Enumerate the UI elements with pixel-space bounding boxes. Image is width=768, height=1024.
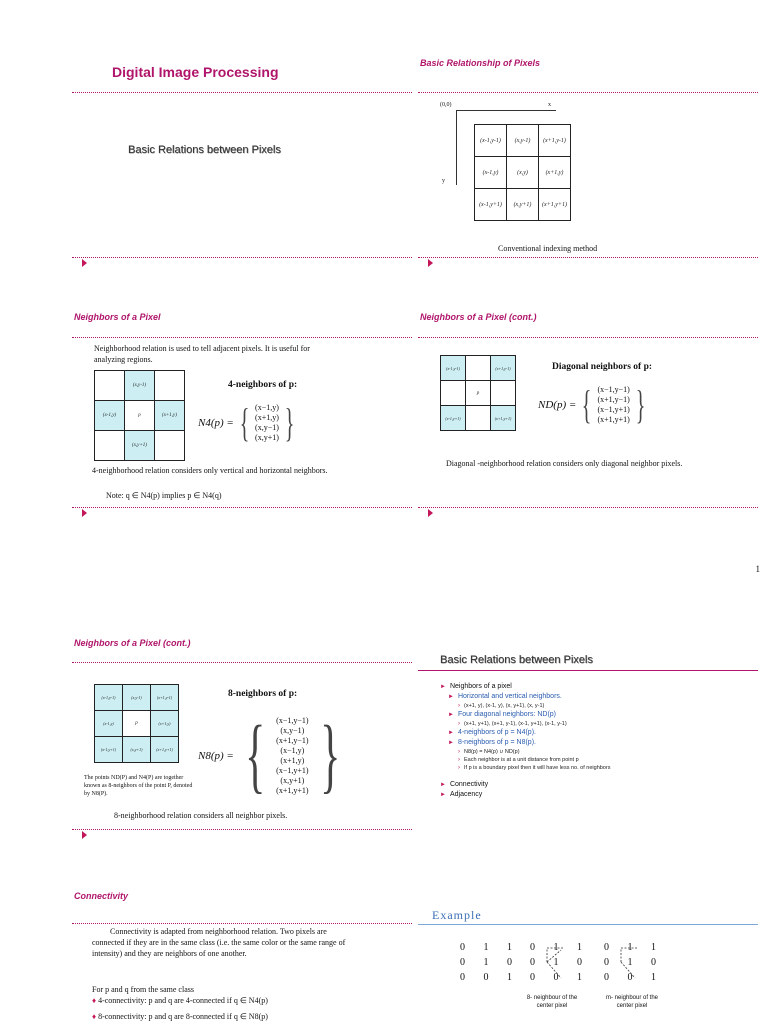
slide-title: Digital Image Processing bbox=[112, 64, 279, 80]
y-axis-line bbox=[456, 110, 457, 185]
slide-title: Neighbors of a Pixel bbox=[74, 312, 161, 322]
equation-item: (x,y−1) bbox=[255, 423, 279, 432]
bullet-item bbox=[92, 995, 392, 1006]
list-item: ► 8-neighbors of p = N8(p). bbox=[448, 739, 536, 746]
grid-cell: p bbox=[123, 711, 151, 737]
list-item-text: 8-neighbors of p = N8(p). bbox=[457, 739, 536, 746]
list-item: › N8(p) = N4(p) ∪ ND(p) bbox=[458, 749, 520, 755]
grid-cell: (x,y-1) bbox=[125, 371, 155, 401]
equation-item: (x,y−1) bbox=[280, 726, 305, 735]
slide-5 bbox=[72, 634, 412, 849]
equation-item: (x+1,y−1) bbox=[276, 736, 309, 745]
matrix-row: 0 1 1 bbox=[460, 942, 520, 953]
equation-item: (x−1,y) bbox=[255, 403, 279, 412]
grid-cell: (x+1,y) bbox=[155, 401, 185, 431]
list-item-text: Adjacency bbox=[449, 791, 483, 798]
list-item: ► Horizontal and vertical neighbors. bbox=[448, 693, 562, 700]
footer-rule bbox=[72, 507, 412, 508]
grid-cell: (x-1,y+1) bbox=[475, 189, 507, 221]
title-rule bbox=[418, 924, 758, 925]
list-item: ► Connectivity bbox=[440, 781, 489, 788]
equation-item: (x+1,y−1) bbox=[597, 395, 630, 404]
note-text: Note: q ∈ N4(p) implies p ∈ N4(q) bbox=[106, 491, 222, 500]
equation-item: (x+1,y) bbox=[255, 413, 279, 422]
matrix-row: 0 0 1 bbox=[460, 972, 520, 983]
grid-cell: (x+1,y) bbox=[539, 157, 571, 189]
paragraph-text: For p and q from the same class bbox=[92, 985, 194, 994]
grid-cell bbox=[466, 356, 491, 381]
grid-cell bbox=[155, 431, 185, 461]
title-rule bbox=[72, 662, 412, 663]
grid-cell: (x+1,y-1) bbox=[151, 685, 179, 711]
matrix-original bbox=[460, 940, 520, 985]
list-item: ► Adjacency bbox=[440, 791, 483, 798]
equation-item: (x−1,y+1) bbox=[276, 766, 309, 775]
list-item: ► Neighbors of a pixel bbox=[440, 683, 512, 690]
grid-cell bbox=[95, 431, 125, 461]
equation-items bbox=[597, 385, 629, 425]
grid-cell bbox=[95, 371, 125, 401]
matrix-row: 0 1 0 bbox=[460, 957, 520, 968]
x-axis-label: x bbox=[548, 102, 551, 108]
origin-label: (0,0) bbox=[440, 102, 452, 108]
grid-cell: (x-1,y-1) bbox=[475, 125, 507, 157]
title-rule bbox=[72, 923, 412, 924]
nav-arrow-icon bbox=[428, 509, 433, 517]
list-item-text: If p is a boundary pixel then it will have less no. of neighbors bbox=[464, 765, 611, 771]
slide-title: Basic Relations between Pixels bbox=[440, 654, 593, 666]
matrix-row: 0 1 1 bbox=[604, 942, 664, 953]
n8-equation bbox=[198, 709, 351, 802]
list-item-text: Each neighbor is at a unit distance from point p bbox=[464, 757, 579, 763]
n4-equation bbox=[198, 400, 300, 445]
grid-cell: (x-1,y+1) bbox=[95, 737, 123, 763]
grid-cell: (x-1,y-1) bbox=[441, 356, 466, 381]
bullet-icon: ♦ bbox=[92, 996, 99, 1005]
list-item-text: Neighbors of a pixel bbox=[449, 683, 512, 690]
slide-subtitle: Basic Relations between Pixels bbox=[128, 144, 281, 156]
list-item: › If p is a boundary pixel then it will have less no. of neighbors bbox=[458, 765, 611, 771]
grid-cell bbox=[155, 371, 185, 401]
list-item: › (x+1, y), (x-1, y), (x, y+1), (x, y-1) bbox=[458, 703, 545, 709]
grid-cell: (x,y+1) bbox=[125, 431, 155, 461]
equation-item: (x,y+1) bbox=[280, 776, 305, 785]
right-brace-icon: } bbox=[635, 382, 646, 427]
grid-cell: (x+1,y+1) bbox=[491, 406, 516, 431]
y-axis-label: y bbox=[442, 178, 445, 184]
slide-1 bbox=[72, 52, 412, 267]
neighbors-heading: 8-neighbors of p: bbox=[228, 689, 298, 699]
list-item-text: (x+1, y+1), (x+1, y-1), (x-1, y+1), (x-1, y-1) bbox=[464, 721, 567, 727]
nav-arrow-icon bbox=[82, 509, 87, 517]
grid-cell: (x+1,y+1) bbox=[151, 737, 179, 763]
equation-items bbox=[276, 716, 308, 796]
grid-cell: (x-1,y) bbox=[475, 157, 507, 189]
8-neighbor-grid bbox=[94, 684, 179, 763]
slide-4 bbox=[418, 310, 758, 525]
footer-rule bbox=[418, 507, 758, 508]
grid-cell: (x-1,y-1) bbox=[95, 685, 123, 711]
neighbors-heading: Diagonal neighbors of p: bbox=[552, 362, 653, 372]
grid-cell bbox=[466, 406, 491, 431]
equation-item: (x+1,y+1) bbox=[597, 415, 630, 424]
list-item: ► 4-neighbors of p = N4(p). bbox=[448, 729, 536, 736]
footer-rule bbox=[72, 829, 412, 830]
equation-item: (x+1,y+1) bbox=[276, 786, 309, 795]
matrix-row: 0 0 1 bbox=[604, 972, 664, 983]
caption-m-neighbour: m- neighbour of the center pixel bbox=[605, 995, 659, 1009]
nav-arrow-icon bbox=[82, 259, 87, 267]
x-axis-line bbox=[456, 110, 556, 111]
grid-cell: (x+1,y-1) bbox=[491, 356, 516, 381]
equation-item: (x+1,y) bbox=[280, 756, 305, 765]
nd-equation bbox=[538, 382, 651, 427]
footer-rule bbox=[418, 257, 758, 258]
indexing-grid bbox=[474, 124, 571, 221]
left-brace-icon: { bbox=[582, 382, 592, 427]
slide-7 bbox=[72, 888, 412, 1024]
right-brace-icon: } bbox=[319, 709, 340, 802]
caption-8-neighbour: 8- neighbour of the center pixel bbox=[526, 995, 578, 1009]
matrix-row: 0 1 1 bbox=[530, 942, 590, 953]
grid-cell: (x+1,y-1) bbox=[539, 125, 571, 157]
slide-3 bbox=[72, 310, 412, 525]
equation-lhs: ND(p) = bbox=[538, 399, 577, 411]
m-neighbour-links bbox=[607, 940, 647, 985]
note-text: Diagonal -neighborhood relation considers only diagonal neighbor pixels. bbox=[446, 459, 683, 468]
side-note: The points ND(P) and N4(P) are together known as 8-neighbors of the point P, denoted by N8(P). bbox=[84, 775, 193, 797]
nav-arrow-icon bbox=[82, 831, 87, 839]
intro-text: Neighborhood relation is used to tell adjacent pixels. It is useful for analyzing regions. bbox=[94, 344, 310, 364]
grid-cell: (x+1,y) bbox=[151, 711, 179, 737]
list-item: › (x+1, y+1), (x+1, y-1), (x-1, y+1), (x-1, y-1) bbox=[458, 721, 567, 727]
matrix-row: 0 1 0 bbox=[530, 957, 590, 968]
8-neighbour-links bbox=[533, 940, 573, 985]
equation-item: (x−1,y−1) bbox=[276, 716, 309, 725]
slide-8 bbox=[418, 888, 758, 1024]
footer-rule bbox=[72, 257, 412, 258]
left-brace-icon: { bbox=[244, 709, 266, 802]
grid-cell: (x,y-1) bbox=[123, 685, 151, 711]
grid-cell: p bbox=[466, 381, 491, 406]
title-rule bbox=[72, 337, 412, 338]
equation-item: (x−1,y+1) bbox=[597, 405, 630, 414]
slide-title: Neighbors of a Pixel (cont.) bbox=[74, 638, 191, 648]
left-brace-icon: { bbox=[239, 400, 250, 445]
intro-text: Connectivity is adapted from neighborhood relation. Two pixels are connected if they are in the same class (i.e. the same color or the same range of intensity) and they are neighbors of one another. bbox=[92, 927, 346, 958]
note-text: 8-neighborhood relation considers all neighbor pixels. bbox=[114, 811, 288, 820]
grid-cell bbox=[441, 381, 466, 406]
grid-cell: (x+1,y+1) bbox=[539, 189, 571, 221]
list-item-text: Connectivity bbox=[449, 781, 489, 788]
slide-title: Neighbors of a Pixel (cont.) bbox=[420, 312, 537, 322]
bullet-list bbox=[440, 682, 750, 800]
grid-cell: (x,y+1) bbox=[123, 737, 151, 763]
list-item: ► Four diagonal neighbors: ND(p) bbox=[448, 711, 557, 718]
title-rule bbox=[418, 92, 758, 93]
matrix-row: 0 1 0 bbox=[604, 957, 664, 968]
list-item-text: Horizontal and vertical neighbors. bbox=[457, 693, 562, 700]
grid-cell: (x,y+1) bbox=[507, 189, 539, 221]
bullet-item bbox=[92, 1011, 392, 1022]
grid-cell bbox=[491, 381, 516, 406]
slide-6 bbox=[418, 634, 758, 849]
grid-cell: (x-1,y) bbox=[95, 401, 125, 431]
slide-2 bbox=[418, 52, 758, 267]
title-rule bbox=[418, 337, 758, 338]
bullet-icon: ♦ bbox=[92, 1012, 99, 1021]
slide-title: Connectivity bbox=[74, 891, 129, 901]
diagonal-neighbor-grid bbox=[440, 355, 516, 431]
equation-items bbox=[255, 403, 279, 443]
4-neighbor-grid bbox=[94, 370, 185, 461]
grid-cell: (x-1,y) bbox=[95, 711, 123, 737]
note-text: 4-neighborhood relation considers only vertical and horizontal neighbors. bbox=[92, 466, 328, 475]
equation-item: (x−1,y) bbox=[280, 746, 305, 755]
nav-arrow-icon bbox=[428, 259, 433, 267]
matrix-row: 0 0 1 bbox=[530, 972, 590, 983]
equation-item: (x,y+1) bbox=[255, 433, 279, 442]
list-item-text: N8(p) = N4(p) ∪ ND(p) bbox=[464, 749, 520, 755]
grid-cell: (x-1,y+1) bbox=[441, 406, 466, 431]
bullet-text: 4-connectivity: p and q are 4-connected if q ∈ N4(p) bbox=[98, 996, 268, 1005]
equation-lhs: N4(p) = bbox=[198, 417, 234, 429]
list-item-text: (x+1, y), (x-1, y), (x, y+1), (x, y-1) bbox=[464, 703, 545, 709]
title-rule bbox=[72, 92, 412, 93]
slide-title: Example bbox=[432, 908, 482, 922]
grid-cell: (x,y-1) bbox=[507, 125, 539, 157]
grid-cell: p bbox=[125, 401, 155, 431]
list-item-text: 4-neighbors of p = N4(p). bbox=[457, 729, 536, 736]
neighbors-heading: 4-neighbors of p: bbox=[228, 380, 298, 390]
bullet-text: 8-connectivity: p and q are 8-connected if q ∈ N8(p) bbox=[98, 1012, 268, 1021]
list-item: › Each neighbor is at a unit distance from point p bbox=[458, 757, 579, 763]
equation-lhs: N8(p) = bbox=[198, 750, 234, 762]
right-brace-icon: } bbox=[284, 400, 295, 445]
title-rule bbox=[418, 670, 758, 671]
list-item-text: Four diagonal neighbors: ND(p) bbox=[457, 711, 557, 718]
page-number: 1 bbox=[755, 564, 760, 574]
grid-cell: (x,y) bbox=[507, 157, 539, 189]
grid-caption: Conventional indexing method bbox=[498, 244, 598, 253]
equation-item: (x−1,y−1) bbox=[597, 385, 630, 394]
slide-title: Basic Relationship of Pixels bbox=[420, 58, 541, 68]
